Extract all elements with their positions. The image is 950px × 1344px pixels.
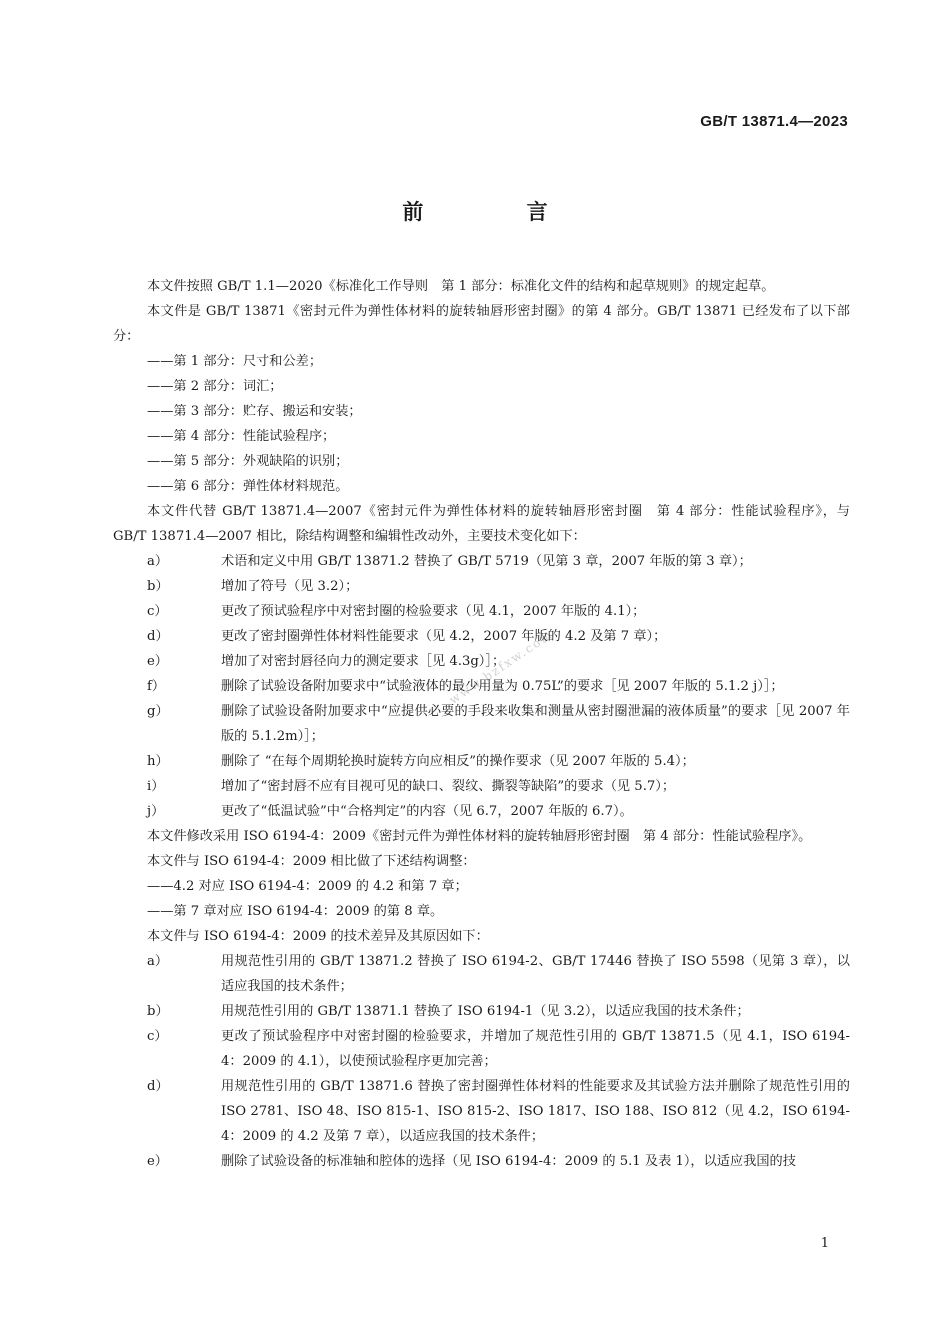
change-label: g）	[147, 704, 169, 719]
change-text: 删除了 “在每个周期轮换时旋转方向应相反”的操作要求（见 2007 年版的 5.4）；	[221, 754, 695, 769]
change-text: 删除了试验设备附加要求中“试验液体的最少用量为 0.75L”的要求［见 2007 年版的 5.1.2 j）］；	[221, 679, 784, 694]
change-item	[113, 624, 850, 649]
diff-text: 用规范性引用的 GB/T 13871.6 替换了密封圈弹性体材料的性能要求及其试验方法并删除了规范性引用的 ISO 2781、ISO 48、ISO 815-1、ISO 815-2、ISO 1817、ISO 188、ISO 812（见 4.2，ISO 6194-4：2009 的 4.2 及第 7 章），以适应我国的技术条件；	[221, 1079, 850, 1144]
change-item	[113, 599, 850, 624]
change-label: j）	[147, 804, 165, 819]
change-text: 增加了“密封唇不应有目视可见的缺口、裂纹、撕裂等缺陷”的要求（见 5.7）；	[221, 779, 676, 794]
change-label: c）	[147, 604, 168, 619]
diff-text: 删除了试验设备的标准轴和腔体的选择（见 ISO 6194-4：2009 的 5.1 及表 1），以适应我国的技	[221, 1154, 796, 1169]
parts-list-item: ——第 3 部分：贮存、搬运和安装；	[147, 404, 362, 419]
diff-text: 更改了预试验程序中对密封圈的检验要求，并增加了规范性引用的 GB/T 13871.5（见 4.1，ISO 6194-4：2009 的 4.1），以使预试验程序更加完善；	[221, 1029, 850, 1069]
structure-list-item: ——第 7 章对应 ISO 6194-4：2009 的第 8 章。	[147, 904, 444, 919]
watermark: www.bzfxw.com	[446, 626, 556, 708]
change-text: 更改了“低温试验”中“合格判定”的内容（见 6.7，2007 年版的 6.7）。	[221, 804, 633, 819]
diff-label: d）	[147, 1079, 169, 1094]
diff-text: 用规范性引用的 GB/T 13871.1 替换了 ISO 6194-1（见 3.2），以适应我国的技术条件；	[221, 1004, 750, 1019]
change-item	[113, 749, 850, 774]
parts-list-item: ——第 5 部分：外观缺陷的识别；	[147, 454, 349, 469]
diff-paragraph: 本文件与 ISO 6194-4：2009 的技术差异及其原因如下：	[147, 929, 489, 944]
structure-list-item: ——4.2 对应 ISO 6194-4：2009 的 4.2 和第 7 章；	[147, 879, 468, 894]
structure-paragraph: 本文件与 ISO 6194-4：2009 相比做了下述结构调整：	[147, 854, 476, 869]
intro-paragraph: 本文件是 GB/T 13871《密封元件为弹性体材料的旋转轴唇形密封圈》的第 4 部分。GB/T 13871 已经发布了以下部分：	[113, 304, 850, 344]
change-text: 增加了对密封唇径向力的测定要求［见 4.3g）］；	[221, 654, 506, 669]
diff-item	[113, 949, 850, 999]
parts-list-item: ——第 2 部分：词汇；	[147, 379, 283, 394]
change-text: 删除了试验设备附加要求中“应提供必要的手段来收集和测量从密封圈泄漏的液体质量”的要求［见 2007 年版的 5.1.2m）］；	[221, 704, 850, 744]
iso-paragraph: 本文件修改采用 ISO 6194-4：2009《密封元件为弹性体材料的旋转轴唇形密封圈 第 4 部分：性能试验程序》。	[147, 829, 812, 844]
diff-label: c）	[147, 1029, 168, 1044]
diff-text: 用规范性引用的 GB/T 13871.2 替换了 ISO 6194-2、GB/T 17446 替换了 ISO 5598（见第 3 章），以适应我国的技术条件；	[221, 954, 850, 994]
diff-item	[113, 1074, 850, 1149]
change-label: f）	[147, 679, 166, 694]
diff-label: a）	[147, 954, 169, 969]
change-item	[113, 799, 850, 824]
change-label: a）	[147, 554, 169, 569]
page-number: 1	[820, 1236, 829, 1251]
change-item	[113, 549, 850, 574]
parts-list-item: ——第 4 部分：性能试验程序；	[147, 429, 336, 444]
change-item	[113, 649, 850, 674]
change-item	[113, 674, 850, 699]
intro-paragraph: 本文件按照 GB/T 1.1—2020《标准化工作导则 第 1 部分：标准化文件的结构和起草规则》的规定起草。	[147, 279, 775, 294]
document-body	[113, 274, 850, 1174]
change-label: b）	[147, 579, 169, 594]
standard-number: GB/T 13871.4—2023	[700, 113, 848, 130]
change-item	[113, 699, 850, 749]
change-item	[113, 574, 850, 599]
parts-list-item: ——第 1 部分：尺寸和公差；	[147, 354, 323, 369]
change-text: 术语和定义中用 GB/T 13871.2 替换了 GB/T 5719（见第 3 章，2007 年版的第 3 章）；	[221, 554, 752, 569]
diff-item	[113, 1149, 850, 1174]
change-label: h）	[147, 754, 169, 769]
diff-label: e）	[147, 1154, 168, 1169]
change-item	[113, 774, 850, 799]
change-text: 增加了符号（见 3.2）；	[221, 579, 359, 594]
change-label: i）	[147, 779, 165, 794]
change-label: e）	[147, 654, 168, 669]
change-text: 更改了密封圈弹性体材料性能要求（见 4.2，2007 年版的 4.2 及第 7 章）；	[221, 629, 667, 644]
diff-item	[113, 1024, 850, 1074]
page-title: 前 言	[402, 200, 596, 224]
change-text: 更改了预试验程序中对密封圈的检验要求（见 4.1，2007 年版的 4.1）；	[221, 604, 646, 619]
parts-list-item: ——第 6 部分：弹性体材料规范。	[147, 479, 349, 494]
diff-label: b）	[147, 1004, 169, 1019]
change-label: d）	[147, 629, 169, 644]
diff-item	[113, 999, 850, 1024]
replace-paragraph: 本文件代替 GB/T 13871.4—2007《密封元件为弹性体材料的旋转轴唇形密封圈 第 4 部分：性能试验程序》，与 GB/T 13871.4—2007 相比，除结构调整和编辑性改动外，主要技术变化如下：	[113, 504, 850, 544]
